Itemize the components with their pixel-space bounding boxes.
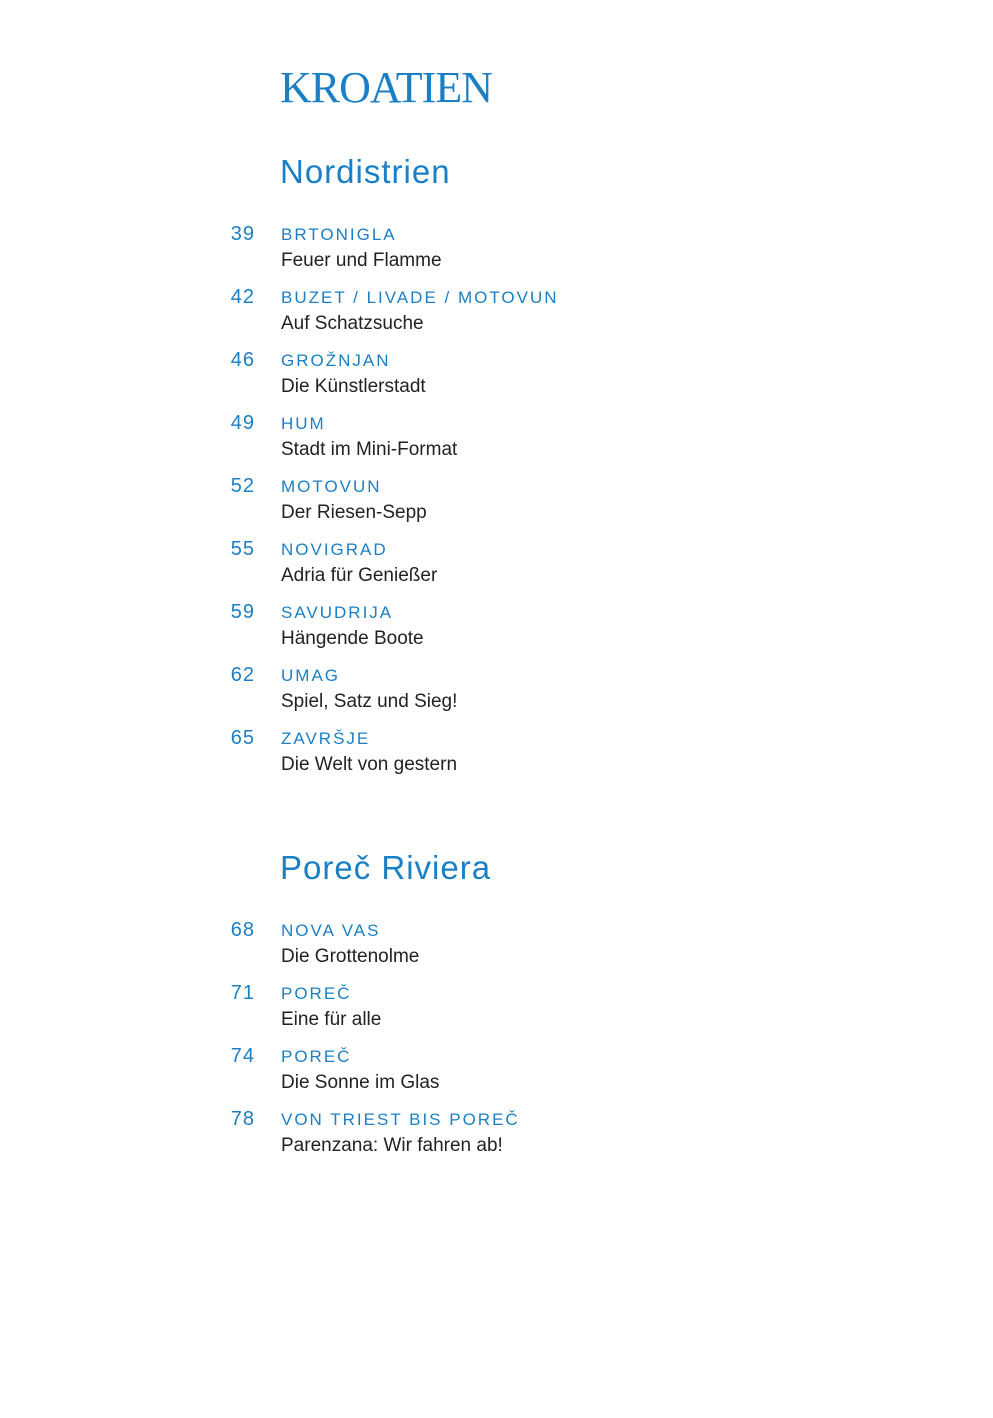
entry-place: NOVA VAS <box>281 921 381 940</box>
entry-page-number: 42 <box>230 286 255 308</box>
entry-page-number: 74 <box>230 1045 255 1067</box>
entry-place: BRTONIGLA <box>281 225 397 244</box>
entry-place: HUM <box>281 414 326 433</box>
toc-entry[interactable] <box>0 411 993 474</box>
toc-list <box>0 918 993 1170</box>
entry-subtitle: Adria für Genießer <box>281 565 438 586</box>
entry-place: NOVIGRAD <box>281 540 388 559</box>
toc-entry[interactable] <box>0 1107 993 1170</box>
entry-page-number: 68 <box>230 919 255 941</box>
entry-page-number: 52 <box>230 475 255 497</box>
entry-place: POREČ <box>281 1047 352 1066</box>
entry-subtitle: Auf Schatzsuche <box>281 313 424 334</box>
section-heading: Nordistrien <box>280 153 451 190</box>
section-heading: Poreč Riviera <box>280 849 492 886</box>
entry-subtitle: Die Welt von gestern <box>281 754 458 775</box>
entry-place: BUZET / LIVADE / MOTOVUN <box>281 288 559 307</box>
entry-page-number: 65 <box>230 727 255 749</box>
entry-place: ZAVRŠJE <box>281 729 371 748</box>
toc-entry[interactable] <box>0 1044 993 1107</box>
entry-place: SAVUDRIJA <box>281 603 394 622</box>
entry-subtitle: Spiel, Satz und Sieg! <box>281 691 458 712</box>
entry-subtitle: Feuer und Flamme <box>281 250 442 271</box>
entry-place: GROŽNJAN <box>281 351 391 370</box>
entry-place: MOTOVUN <box>281 477 382 496</box>
entry-place: VON TRIEST BIS POREČ <box>281 1110 520 1129</box>
entry-subtitle: Stadt im Mini-Format <box>281 439 458 460</box>
toc-entry[interactable] <box>0 537 993 600</box>
entry-subtitle: Die Künstlerstadt <box>281 376 426 397</box>
entry-page-number: 55 <box>230 538 255 560</box>
entry-page-number: 49 <box>230 412 255 434</box>
toc-entry[interactable] <box>0 285 993 348</box>
entry-page-number: 46 <box>230 349 255 371</box>
entry-page-number: 78 <box>230 1108 255 1130</box>
entry-page-number: 59 <box>230 601 255 623</box>
entry-subtitle: Hängende Boote <box>281 628 424 649</box>
entry-place: UMAG <box>281 666 340 685</box>
toc-entry[interactable] <box>0 981 993 1044</box>
page-title: KROATIEN <box>280 63 492 112</box>
entry-place: POREČ <box>281 984 352 1003</box>
entry-page-number: 62 <box>230 664 255 686</box>
toc-list <box>0 222 993 789</box>
toc-entry[interactable] <box>0 348 993 411</box>
toc-entry[interactable] <box>0 918 993 981</box>
entry-page-number: 39 <box>230 223 255 245</box>
toc-entry[interactable] <box>0 663 993 726</box>
entry-subtitle: Die Sonne im Glas <box>281 1072 440 1093</box>
entry-page-number: 71 <box>230 982 255 1004</box>
toc-entry[interactable] <box>0 726 993 789</box>
section-nordistrien <box>0 150 993 789</box>
toc-entry[interactable] <box>0 222 993 285</box>
section-porec-riviera <box>0 846 993 1170</box>
entry-subtitle: Parenzana: Wir fahren ab! <box>281 1135 503 1156</box>
toc-entry[interactable] <box>0 600 993 663</box>
entry-subtitle: Die Grottenolme <box>281 946 420 967</box>
toc-entry[interactable] <box>0 474 993 537</box>
entry-subtitle: Der Riesen-Sepp <box>281 502 427 523</box>
entry-subtitle: Eine für alle <box>281 1009 382 1030</box>
